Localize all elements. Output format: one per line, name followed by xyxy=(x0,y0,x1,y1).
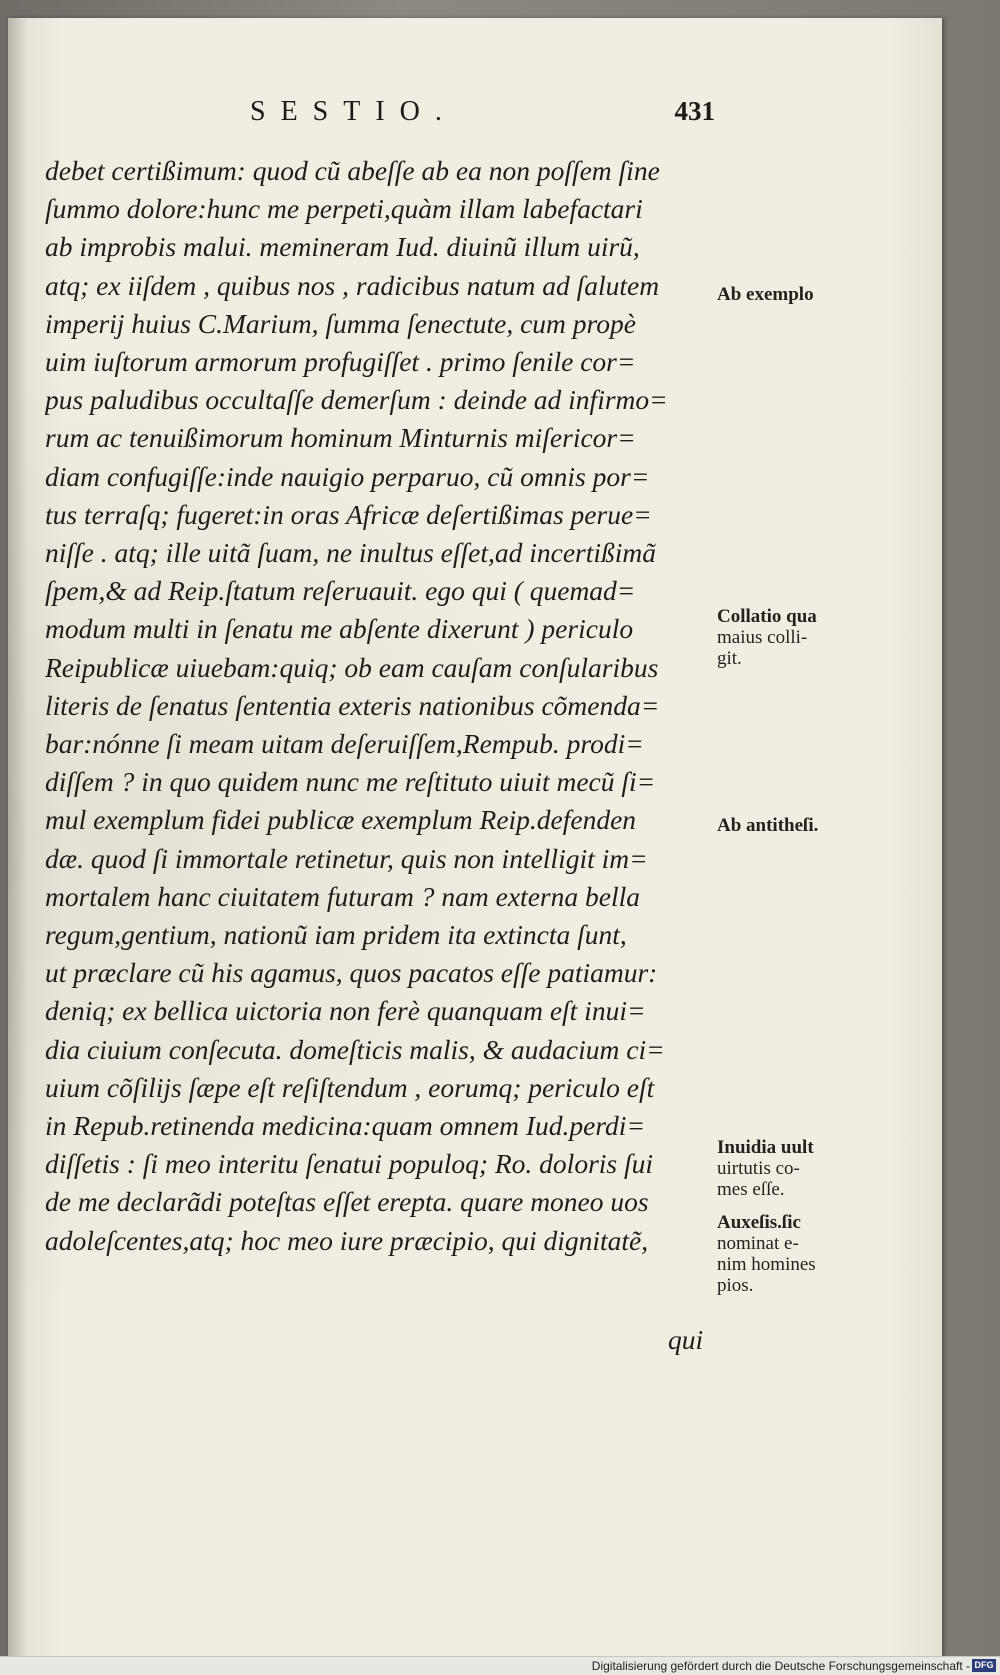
marginal-note-auxesis xyxy=(717,1212,816,1296)
text-line: tus terraſq; fugeret:in oras Africæ deſertißimas perue= xyxy=(45,498,652,530)
footer-credit: Digitalisierung gefördert durch die Deutsche Forschungsgemeinschaft - xyxy=(591,1659,970,1673)
text-line: ſummo dolore:hunc me perpeti,quàm illam labefactari xyxy=(45,193,643,225)
text-line: deniq; ex bellica uictoria non ferè quanquam eſt inui= xyxy=(45,995,646,1027)
text-line: bar:nónne ſi meam uitam deſeruiſſem,Rempub. prodi= xyxy=(45,728,644,760)
text-line: literis de ſenatus ſententia exteris nationibus cõmenda= xyxy=(45,689,660,721)
text-line: pus paludibus occultaſſe demerſum : deinde ad infirmo= xyxy=(45,384,668,416)
footer-bar xyxy=(0,1656,1000,1675)
text-line: ut præclare cũ his agamus, quos pacatos eſſe patiamur: xyxy=(45,957,658,989)
text-line: adoleſcentes,atq; hoc meo iure præcipio, qui dignitatẽ, xyxy=(45,1224,649,1256)
marginal-note-line: Ab exemplo xyxy=(717,284,814,305)
gutter-shadow xyxy=(8,18,28,1658)
text-line: rum ac tenuißimorum hominum Minturnis miſericor= xyxy=(45,422,636,454)
text-line: regum,gentium, nationũ iam pridem ita extincta ſunt, xyxy=(45,919,627,951)
text-line: atq; ex iiſdem , quibus nos , radicibus natum ad ſalutem xyxy=(45,269,660,301)
text-line: debet certißimum: quod cũ abeſſe ab ea non poſſem ſine xyxy=(45,155,660,186)
running-head xyxy=(250,96,715,140)
marginal-note-line: nim homines xyxy=(717,1254,816,1275)
marginal-note-line: Collatio qua xyxy=(717,606,817,627)
page-number: 431 xyxy=(674,96,715,126)
text-line: dia ciuium conſecuta. domeſticis malis, & audacium ci= xyxy=(45,1033,665,1065)
text-line: in Repub.retinenda medicina:quam omnem Iud.perdi= xyxy=(45,1110,646,1142)
marginal-note-ab-exemplo xyxy=(717,284,814,305)
text-line: de me declarãdi poteſtas eſſet erepta. quare moneo uos xyxy=(45,1186,649,1218)
text-line: mortalem hanc ciuitatem futuram ? nam externa bella xyxy=(45,880,640,912)
text-line: imperij huius C.Marium, ſumma ſenectute, cum propè xyxy=(45,307,636,339)
marginal-note-ab-antithesi xyxy=(717,815,818,836)
dfg-logo-icon: DFG xyxy=(972,1659,996,1672)
marginal-note-line: uirtutis co- xyxy=(717,1158,800,1179)
marginal-note-inuidia xyxy=(717,1137,814,1200)
running-title: SESTIO. xyxy=(250,96,457,127)
marginal-note-line: git. xyxy=(717,648,742,669)
text-line: diſſetis : ſi meo interitu ſenatui populoq; Ro. doloris ſui xyxy=(45,1148,654,1180)
marginal-note-line: Inuidia uult xyxy=(717,1137,814,1158)
text-line: uium cõſilijs ſæpe eſt reſiſtendum , eorumq; periculo eſt xyxy=(45,1071,655,1103)
text-line: niſſe . atq; ille uitã ſuam, ne inultus eſſet,ad incertißimã xyxy=(45,537,657,569)
marginal-note-line: Ab antitheſi. xyxy=(717,815,819,836)
text-line: ab improbis malui. memineram Iud. diuinũ illum uirũ, xyxy=(45,231,640,263)
text-line: modum multi in ſenatu me abſente dixerunt ) periculo xyxy=(45,613,634,645)
marginal-note-line: nominat e- xyxy=(717,1233,799,1254)
text-line: mul exemplum fidei publicæ exemplum Reip.defenden xyxy=(45,804,637,836)
text-line: ſpem,& ad Reip.ſtatum reſeruauit. ego qui ( quemad= xyxy=(45,575,636,607)
text-line: diam confugiſſe:inde nauigio perparuo, cũ omnis por= xyxy=(45,460,650,492)
marginal-note-line: maius colli- xyxy=(717,627,808,648)
marginal-note-line: mes eſſe. xyxy=(717,1179,785,1200)
main-text-block xyxy=(45,152,713,1260)
marginal-note-line: pios. xyxy=(717,1275,754,1296)
text-line: dæ. quod ſi immortale retinetur, quis non intelligit im= xyxy=(45,842,648,874)
marginal-note-collatio xyxy=(717,606,817,669)
text-line: diſſem ? in quo quidem nunc me reſtituto uiuit mecũ ſi= xyxy=(45,766,656,798)
text-line: uim iuſtorum armorum profugiſſet . primo ſenile cor= xyxy=(45,346,636,378)
text-line: Reipublicæ uiuebam:quiq; ob eam cauſam conſularibus xyxy=(45,651,659,683)
marginal-note-line: Auxeſis.ſic xyxy=(717,1212,801,1233)
catchword: qui xyxy=(668,1324,704,1355)
